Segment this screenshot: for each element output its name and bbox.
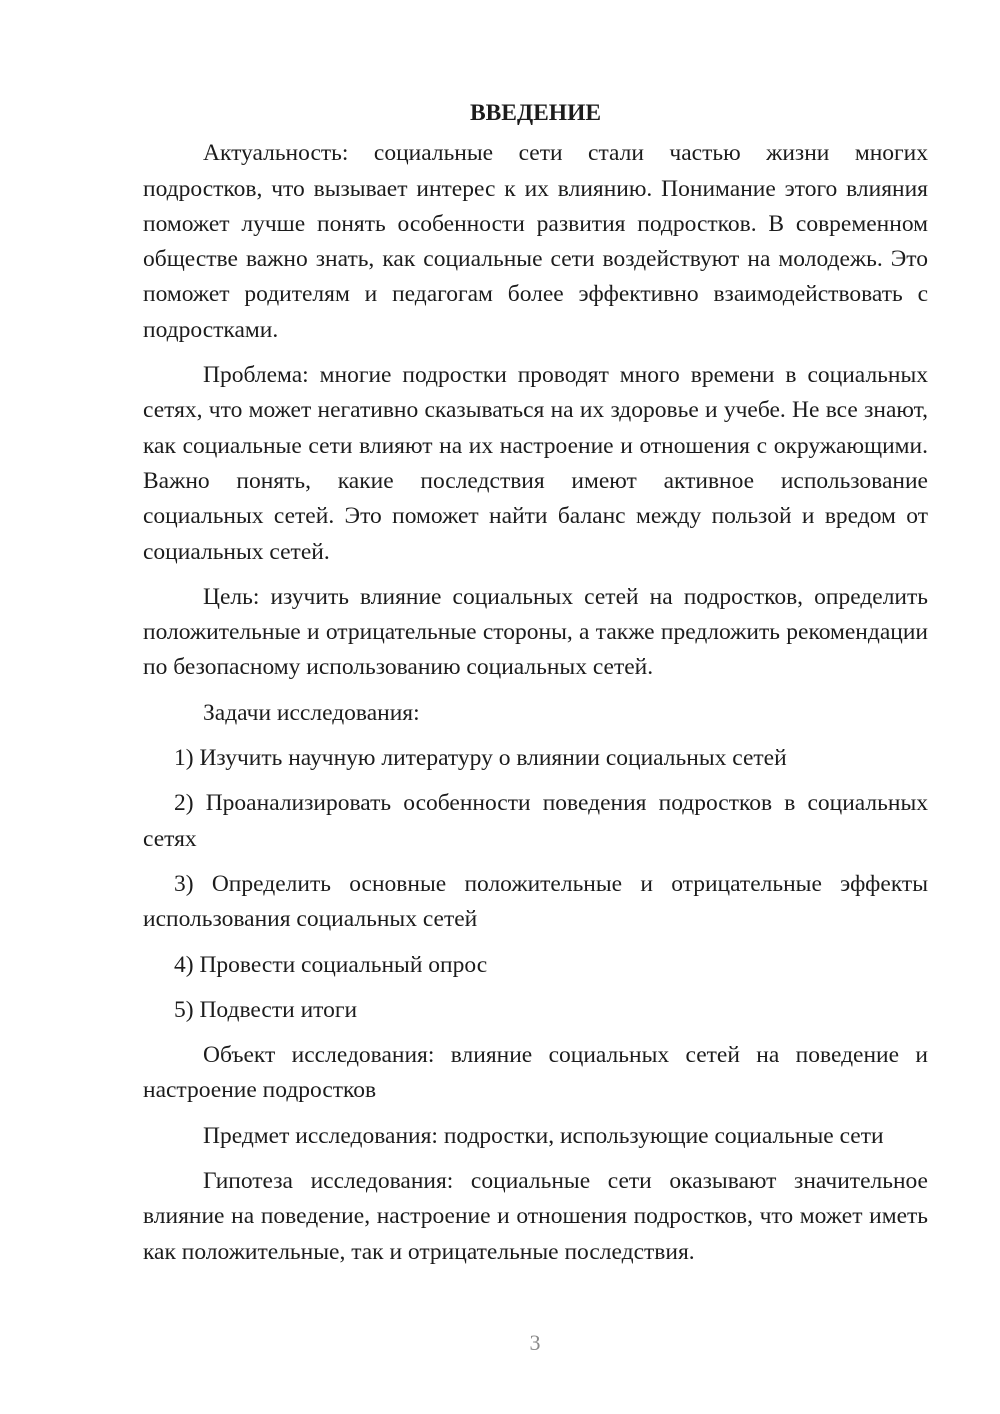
goal-paragraph: Цель: изучить влияние социальных сетей на подростков, определить положительные и отрицательные стороны, а также предложить рекомендации по безопасному использованию социальных сетей.	[143, 583, 928, 681]
page-number: 3	[529, 1330, 541, 1355]
task-item-5: 5) Подвести итоги	[174, 996, 358, 1023]
problem-paragraph: Проблема: многие подростки проводят много времени в социальных сетях, что может негативно сказываться на их здоровье и учебе. Не все знают, как социальные сети влияют на их настроение и отношения с окружающими. Важно понять, какие последствия имеют активное использование социальных сетей. Это поможет найти баланс между пользой и вредом от социальных сетей.	[143, 362, 928, 565]
task-item-2: 2) Проанализировать особенности поведения подростков в социальных сетях	[143, 790, 928, 852]
subject-paragraph: Предмет исследования: подростки, использующие социальные сети	[203, 1122, 884, 1149]
task-item-1: 1) Изучить научную литературу о влиянии социальных сетей	[174, 745, 787, 772]
object-paragraph: Объект исследования: влияние социальных сетей на поведение и настроение подростков	[143, 1042, 928, 1104]
document-page	[143, 96, 928, 1280]
relevance-paragraph: Актуальность: социальные сети стали частью жизни многих подростков, что вызывает интерес к их влиянию. Понимание этого влияния поможет лучше понять особенности развития подростков. В современном обществе важно знать, как социальные сети воздействуют на молодежь. Это поможет родителям и педагогам более эффективно взаимодействовать с подростками.	[143, 140, 928, 343]
task-item-3: 3) Определить основные положительные и отрицательные эффекты использования социальных сетей	[143, 870, 928, 933]
task-item-4: 4) Провести социальный опрос	[174, 951, 488, 978]
tasks-heading: Задачи исследования:	[203, 699, 420, 726]
page-title: ВВЕДЕНИЕ	[469, 100, 602, 126]
hypothesis-paragraph: Гипотеза исследования: социальные сети оказывают значительное влияние на поведение, настроение и отношения подростков, что может иметь как положительные, так и отрицательные последствия.	[143, 1168, 928, 1265]
